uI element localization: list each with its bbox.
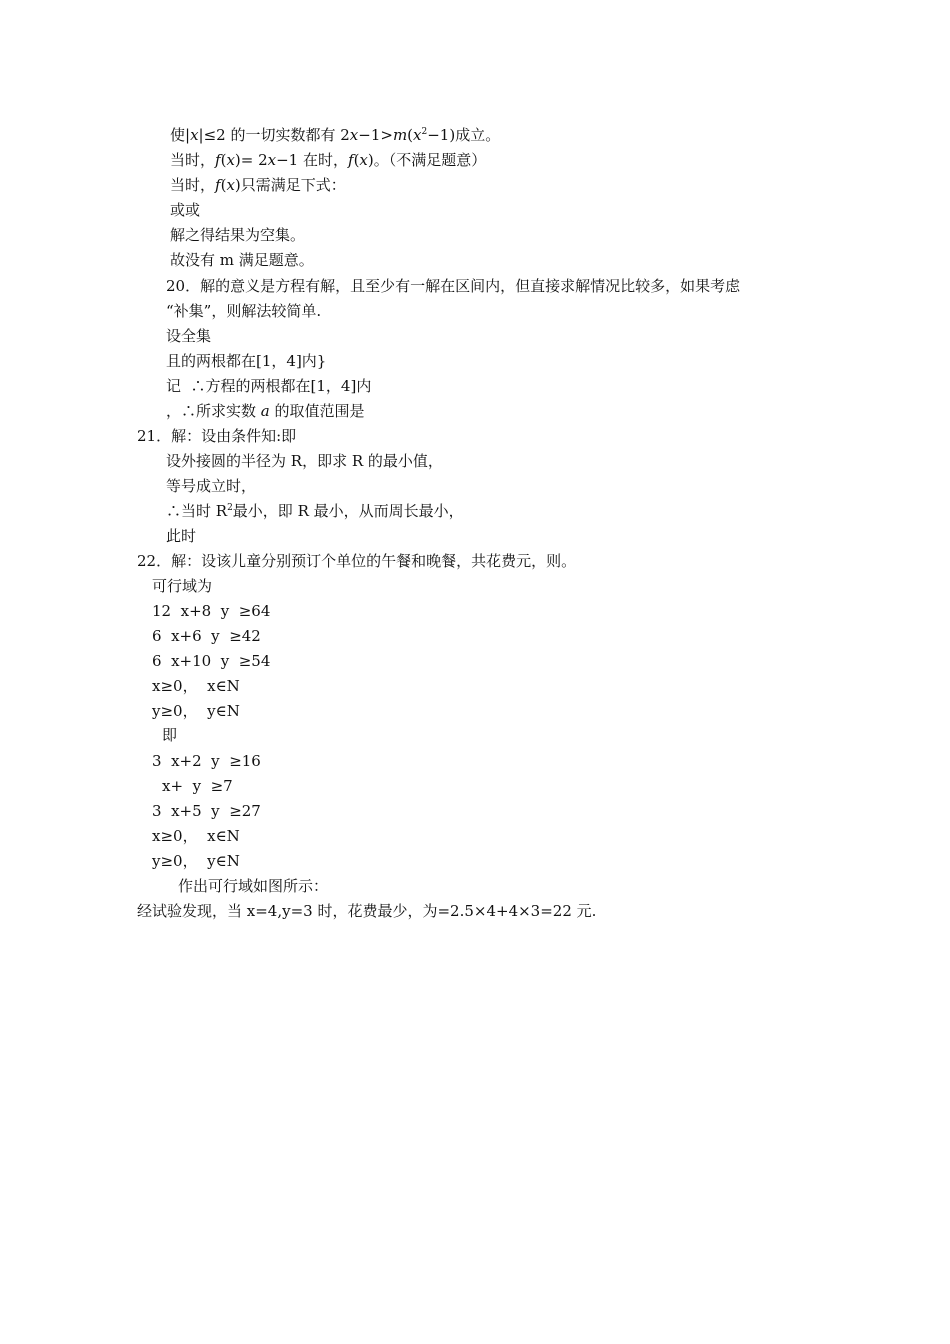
q19-line-1 [170, 125, 500, 145]
q21-line-5: 此时 [166, 527, 197, 545]
var: f [215, 176, 221, 194]
var: x [226, 176, 235, 194]
var: a [260, 402, 270, 420]
var: f [215, 151, 221, 169]
var: x [349, 126, 359, 144]
q20-line-1: 20．解的意义是方程有解，且至少有一解在区间内，但直接求解情况比较多，如果考虑 [166, 277, 741, 295]
q19-line-2 [170, 150, 486, 170]
q21-line-1: 21．解：设由条件知:即 [137, 427, 297, 445]
var: x [413, 126, 422, 144]
text: )只需满足下式： [234, 176, 346, 194]
text: ∴当时 R [166, 502, 228, 520]
q22-line-3: 作出可行域如图所示： [178, 877, 329, 895]
q21-line-4 [166, 501, 464, 521]
q20-line-5: 记 ∴方程的两根都在[1，4]内 [166, 377, 372, 395]
q19-line-6: 故没有 m 满足题意。 [170, 251, 314, 269]
var: x [190, 126, 199, 144]
var: f [348, 151, 354, 169]
q19-line-3 [170, 175, 346, 195]
text: 的取值范围是 [269, 402, 365, 420]
text: ( [220, 151, 227, 169]
text: 最小，即 R 最小，从而周长最小， [232, 502, 464, 520]
q21-line-2: 设外接圆的半径为 R，即求 R 的最小值， [166, 452, 443, 470]
text: ( [353, 151, 360, 169]
superscript: 2 [227, 503, 233, 513]
simplified-5: y≥0， y∈N [152, 852, 240, 870]
constraint-2: 6 x+6 y ≥42 [152, 627, 261, 645]
q22-line-4: 经试验发现，当 x=4,y=3 时，花费最少，为=2.5×4+4×3=22 元. [137, 902, 597, 920]
constraint-1: 12 x+8 y ≥64 [152, 602, 271, 620]
constraint-4: x≥0， x∈N [152, 677, 240, 695]
text: −1> [358, 126, 393, 144]
text: )= 2 [234, 151, 268, 169]
var: x [359, 151, 368, 169]
constraint-5: y≥0， y∈N [152, 702, 240, 720]
simplified-1: 3 x+2 y ≥16 [152, 752, 261, 770]
q20-line-2: “补集”，则解法较简单. [166, 302, 322, 320]
text: |≤2 的一切实数都有 2 [198, 126, 350, 144]
text: −1 在时， [276, 151, 348, 169]
text: 当时， [170, 176, 216, 194]
simplified-4: x≥0， x∈N [152, 827, 240, 845]
var: x [226, 151, 235, 169]
simplified-3: 3 x+5 y ≥27 [152, 802, 261, 820]
q20-line-6 [166, 401, 365, 421]
q19-line-5: 解之得结果为空集。 [170, 226, 306, 244]
simplified-2: x+ y ≥7 [162, 777, 233, 795]
ji-label: 即 [162, 726, 178, 744]
text: 当时， [170, 151, 216, 169]
text: ( [220, 176, 227, 194]
constraint-3: 6 x+10 y ≥54 [152, 652, 271, 670]
text: )。（不满足题意） [367, 151, 487, 169]
superscript: 2 [421, 127, 428, 137]
var: m [392, 126, 408, 144]
var: x [267, 151, 277, 169]
q20-line-3: 设全集 [166, 327, 212, 345]
text: ，∴所求实数 [166, 402, 261, 420]
text: ( [407, 126, 414, 144]
q19-line-4: 或或 [170, 201, 201, 219]
q20-line-4: 且的两根都在[1，4]内} [166, 352, 327, 370]
text: −1)成立。 [427, 126, 501, 144]
q22-line-2: 可行域为 [152, 577, 213, 595]
text: 使| [170, 126, 191, 144]
q22-line-1: 22．解：设该儿童分别预订个单位的午餐和晚餐，共花费元，则。 [137, 552, 577, 570]
q21-line-3: 等号成立时， [166, 477, 257, 495]
